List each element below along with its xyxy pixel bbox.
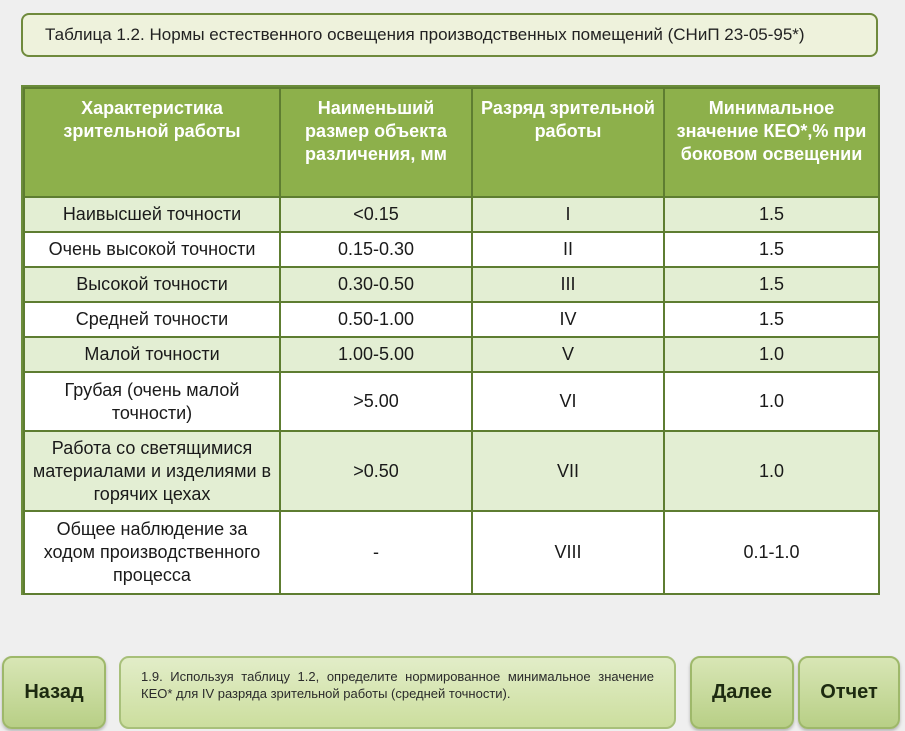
cell-characteristic: Очень высокой точности xyxy=(24,232,280,267)
cell-work-category: IV xyxy=(472,302,664,337)
report-button[interactable]: Отчет xyxy=(798,656,900,729)
table-row xyxy=(24,197,879,232)
cell-characteristic: Высокой точности xyxy=(24,267,280,302)
page-title: Таблица 1.2. Нормы естественного освещения производственных помещений (СНиП 23-05-95*) xyxy=(21,13,878,57)
header-min-keo: Минимальное значение КЕО*,% при боковом освещении xyxy=(664,88,879,197)
cell-characteristic: Грубая (очень малой точности) xyxy=(24,372,280,431)
cell-min-keo: 1.5 xyxy=(664,302,879,337)
cell-work-category: VIII xyxy=(472,511,664,594)
table-row xyxy=(24,372,879,431)
table-header-row xyxy=(24,88,879,197)
header-work-category: Разряд зрительной работы xyxy=(472,88,664,197)
table-row xyxy=(24,511,879,594)
header-characteristic: Характеристика зрительной работы xyxy=(24,88,280,197)
table-row xyxy=(24,431,879,511)
cell-object-size: >0.50 xyxy=(280,431,472,511)
cell-work-category: VII xyxy=(472,431,664,511)
cell-min-keo: 1.0 xyxy=(664,337,879,372)
table-row xyxy=(24,267,879,302)
table-row xyxy=(24,337,879,372)
cell-min-keo: 1.5 xyxy=(664,267,879,302)
cell-characteristic: Общее наблюдение за ходом производственного процесса xyxy=(24,511,280,594)
cell-work-category: III xyxy=(472,267,664,302)
header-object-size: Наименьший размер объекта различения, мм xyxy=(280,88,472,197)
cell-min-keo: 0.1-1.0 xyxy=(664,511,879,594)
cell-characteristic: Работа со светящимися материалами и изделиями в горячих цехах xyxy=(24,431,280,511)
back-button[interactable]: Назад xyxy=(2,656,106,729)
cell-object-size: >5.00 xyxy=(280,372,472,431)
cell-min-keo: 1.0 xyxy=(664,431,879,511)
next-button[interactable]: Далее xyxy=(690,656,794,729)
cell-characteristic: Наивысшей точности xyxy=(24,197,280,232)
norms-table xyxy=(23,87,880,595)
cell-min-keo: 1.5 xyxy=(664,197,879,232)
cell-work-category: II xyxy=(472,232,664,267)
cell-object-size: 0.15-0.30 xyxy=(280,232,472,267)
cell-characteristic: Малой точности xyxy=(24,337,280,372)
task-text: 1.9. Используя таблицу 1.2, определите нормированное минимальное значение КЕО* для IV разряда зрительной работы (средней точности). xyxy=(119,656,676,729)
cell-object-size: 1.00-5.00 xyxy=(280,337,472,372)
cell-object-size: 0.30-0.50 xyxy=(280,267,472,302)
cell-work-category: VI xyxy=(472,372,664,431)
table-row xyxy=(24,302,879,337)
cell-characteristic: Средней точности xyxy=(24,302,280,337)
cell-object-size: - xyxy=(280,511,472,594)
cell-object-size: <0.15 xyxy=(280,197,472,232)
cell-min-keo: 1.5 xyxy=(664,232,879,267)
table-row xyxy=(24,232,879,267)
cell-object-size: 0.50-1.00 xyxy=(280,302,472,337)
cell-work-category: V xyxy=(472,337,664,372)
cell-min-keo: 1.0 xyxy=(664,372,879,431)
cell-work-category: I xyxy=(472,197,664,232)
norms-table-container xyxy=(21,85,880,595)
